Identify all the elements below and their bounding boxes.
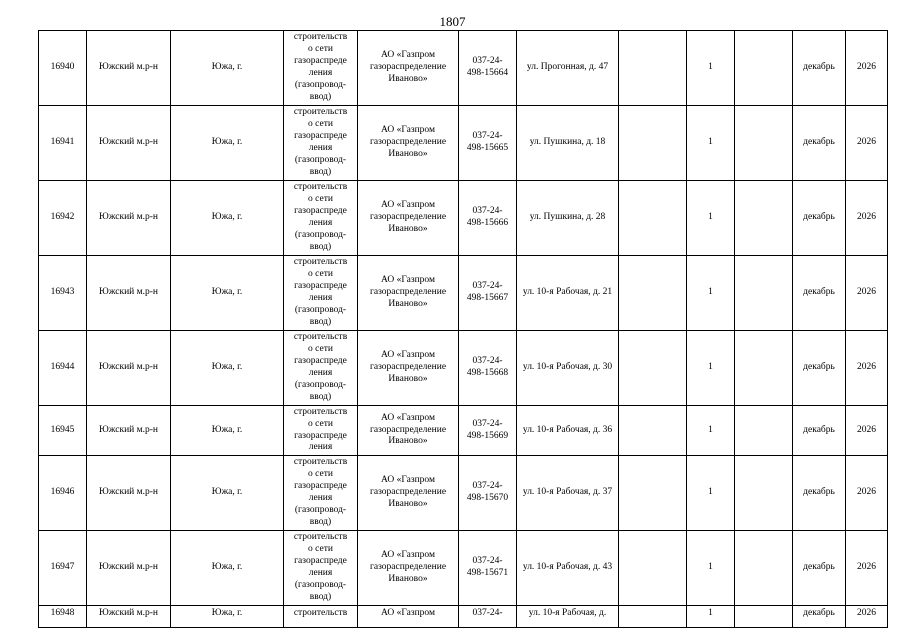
month-cell: декабрь <box>793 406 846 456</box>
quantity-cell: 1 <box>687 606 735 628</box>
organization-cell: АО «Газпром газораспределение Иваново» <box>358 406 459 456</box>
work-type-cell: строительств о сети газораспреде ления (газопровод- ввод) <box>284 531 358 606</box>
table-row <box>39 456 888 531</box>
empty-cell <box>735 406 793 456</box>
table-row <box>39 606 888 628</box>
year-cell: 2026 <box>846 106 888 181</box>
address-cell: ул. 10-я Рабочая, д. 36 <box>517 406 619 456</box>
object-code-cell: 037-24- 498-15669 <box>459 406 517 456</box>
address-cell: ул. 10-я Рабочая, д. 30 <box>517 331 619 406</box>
month-cell: декабрь <box>793 31 846 106</box>
work-type-cell: строительств о сети газораспреде ления (газопровод- ввод) <box>284 256 358 331</box>
work-type-cell: строительств о сети газораспреде ления (газопровод- ввод) <box>284 31 358 106</box>
address-cell: ул. Пушкина, д. 18 <box>517 106 619 181</box>
empty-cell <box>735 31 793 106</box>
district-cell: Южский м.р-н <box>87 606 171 628</box>
empty-cell <box>619 456 687 531</box>
quantity-cell: 1 <box>687 256 735 331</box>
row-number-cell: 16945 <box>39 406 87 456</box>
table-row <box>39 331 888 406</box>
object-code-cell: 037-24- 498-15664 <box>459 31 517 106</box>
district-cell: Южский м.р-н <box>87 31 171 106</box>
year-cell: 2026 <box>846 456 888 531</box>
quantity-cell: 1 <box>687 331 735 406</box>
gasification-schedule-table <box>38 30 888 628</box>
month-cell: декабрь <box>793 531 846 606</box>
table-row <box>39 256 888 331</box>
month-cell: декабрь <box>793 456 846 531</box>
empty-cell <box>735 181 793 256</box>
address-cell: ул. Пушкина, д. 28 <box>517 181 619 256</box>
row-number-cell: 16947 <box>39 531 87 606</box>
empty-cell <box>735 456 793 531</box>
address-cell: ул. 10-я Рабочая, д. 43 <box>517 531 619 606</box>
organization-cell: АО «Газпром <box>358 606 459 628</box>
organization-cell: АО «Газпром газораспределение Иваново» <box>358 106 459 181</box>
work-type-cell: строительств о сети газораспреде ления (газопровод- ввод) <box>284 181 358 256</box>
city-cell: Южа, г. <box>171 31 284 106</box>
work-type-cell: строительств о сети газораспреде ления (газопровод- ввод) <box>284 106 358 181</box>
city-cell: Южа, г. <box>171 181 284 256</box>
organization-cell: АО «Газпром газораспределение Иваново» <box>358 456 459 531</box>
organization-cell: АО «Газпром газораспределение Иваново» <box>358 31 459 106</box>
empty-cell <box>619 606 687 628</box>
organization-cell: АО «Газпром газораспределение Иваново» <box>358 181 459 256</box>
work-type-cell: строительств о сети газораспреде ления (газопровод- ввод) <box>284 456 358 531</box>
work-type-cell: строительств <box>284 606 358 628</box>
address-cell: ул. Прогонная, д. 47 <box>517 31 619 106</box>
object-code-cell: 037-24- 498-15667 <box>459 256 517 331</box>
month-cell: декабрь <box>793 106 846 181</box>
city-cell: Южа, г. <box>171 106 284 181</box>
row-number-cell: 16940 <box>39 31 87 106</box>
city-cell: Южа, г. <box>171 406 284 456</box>
work-type-cell: строительств о сети газораспреде ления (газопровод- ввод) <box>284 331 358 406</box>
object-code-cell: 037-24- 498-15665 <box>459 106 517 181</box>
city-cell: Южа, г. <box>171 256 284 331</box>
city-cell: Южа, г. <box>171 331 284 406</box>
row-number-cell: 16941 <box>39 106 87 181</box>
district-cell: Южский м.р-н <box>87 406 171 456</box>
object-code-cell: 037-24- 498-15670 <box>459 456 517 531</box>
year-cell: 2026 <box>846 406 888 456</box>
district-cell: Южский м.р-н <box>87 256 171 331</box>
month-cell: декабрь <box>793 331 846 406</box>
quantity-cell: 1 <box>687 456 735 531</box>
empty-cell <box>619 331 687 406</box>
district-cell: Южский м.р-н <box>87 106 171 181</box>
address-cell: ул. 10-я Рабочая, д. 37 <box>517 456 619 531</box>
row-number-cell: 16944 <box>39 331 87 406</box>
page-number: 1807 <box>439 14 466 29</box>
address-cell: ул. 10-я Рабочая, д. 21 <box>517 256 619 331</box>
empty-cell <box>735 106 793 181</box>
object-code-cell: 037-24- 498-15671 <box>459 531 517 606</box>
month-cell: декабрь <box>793 181 846 256</box>
empty-cell <box>735 531 793 606</box>
table-row <box>39 531 888 606</box>
empty-cell <box>735 606 793 628</box>
quantity-cell: 1 <box>687 106 735 181</box>
organization-cell: АО «Газпром газораспределение Иваново» <box>358 256 459 331</box>
year-cell: 2026 <box>846 331 888 406</box>
city-cell: Южа, г. <box>171 456 284 531</box>
quantity-cell: 1 <box>687 406 735 456</box>
empty-cell <box>735 256 793 331</box>
city-cell: Южа, г. <box>171 606 284 628</box>
year-cell: 2026 <box>846 606 888 628</box>
row-number-cell: 16946 <box>39 456 87 531</box>
quantity-cell: 1 <box>687 181 735 256</box>
object-code-cell: 037-24- 498-15668 <box>459 331 517 406</box>
empty-cell <box>619 181 687 256</box>
empty-cell <box>619 31 687 106</box>
table-row <box>39 106 888 181</box>
table-body <box>39 31 888 628</box>
empty-cell <box>619 531 687 606</box>
table-row <box>39 406 888 456</box>
year-cell: 2026 <box>846 181 888 256</box>
object-code-cell: 037-24- 498-15666 <box>459 181 517 256</box>
quantity-cell: 1 <box>687 531 735 606</box>
city-cell: Южа, г. <box>171 531 284 606</box>
district-cell: Южский м.р-н <box>87 531 171 606</box>
empty-cell <box>619 106 687 181</box>
year-cell: 2026 <box>846 31 888 106</box>
empty-cell <box>619 406 687 456</box>
year-cell: 2026 <box>846 531 888 606</box>
district-cell: Южский м.р-н <box>87 331 171 406</box>
month-cell: декабрь <box>793 256 846 331</box>
table-row <box>39 31 888 106</box>
row-number-cell: 16943 <box>39 256 87 331</box>
work-type-cell: строительств о сети газораспреде ления <box>284 406 358 456</box>
month-cell: декабрь <box>793 606 846 628</box>
empty-cell <box>619 256 687 331</box>
district-cell: Южский м.р-н <box>87 456 171 531</box>
address-cell: ул. 10-я Рабочая, д. <box>517 606 619 628</box>
empty-cell <box>735 331 793 406</box>
table-row <box>39 181 888 256</box>
organization-cell: АО «Газпром газораспределение Иваново» <box>358 331 459 406</box>
year-cell: 2026 <box>846 256 888 331</box>
quantity-cell: 1 <box>687 31 735 106</box>
district-cell: Южский м.р-н <box>87 181 171 256</box>
object-code-cell: 037-24- <box>459 606 517 628</box>
row-number-cell: 16942 <box>39 181 87 256</box>
organization-cell: АО «Газпром газораспределение Иваново» <box>358 531 459 606</box>
row-number-cell: 16948 <box>39 606 87 628</box>
